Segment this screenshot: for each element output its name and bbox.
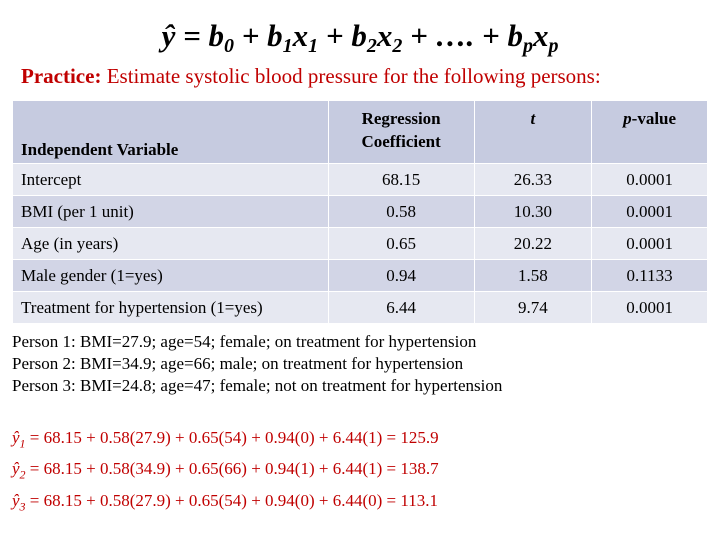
formula-x1: x — [292, 18, 309, 53]
persons-list — [12, 331, 502, 397]
header-independent-variable: Independent Variable — [13, 101, 329, 164]
practice-heading — [21, 64, 601, 89]
formula-equals: = — [175, 18, 209, 53]
equation-yhat — [12, 490, 26, 514]
cell-coefficient: 0.58 — [328, 196, 474, 228]
regression-table — [12, 100, 708, 324]
formula-plus-2: + — [318, 18, 352, 53]
cell-coefficient: 6.44 — [328, 292, 474, 324]
cell-coefficient: 0.65 — [328, 228, 474, 260]
header-t — [474, 101, 592, 164]
cell-t: 10.30 — [474, 196, 592, 228]
formula-xp: x — [532, 18, 549, 53]
formula-yhat: ŷ — [161, 18, 176, 53]
cell-t: 26.33 — [474, 164, 592, 196]
cell-p-value: 0.0001 — [592, 164, 708, 196]
formula-b1: b — [267, 18, 283, 53]
equation-line — [12, 425, 439, 456]
cell-p-value: 0.0001 — [592, 196, 708, 228]
cell-p-value: 0.1133 — [592, 260, 708, 292]
header-p-value — [592, 101, 708, 164]
formula-plus-1: + — [234, 18, 268, 53]
estimate-equations — [12, 425, 439, 519]
table-row — [13, 196, 708, 228]
table-row — [13, 228, 708, 260]
equation-yhat — [12, 428, 26, 451]
header-p-rest: -value — [631, 109, 677, 128]
formula-b2-sub: 2 — [366, 35, 377, 57]
formula-x2-sub: 2 — [392, 35, 403, 57]
yhat-symbol: ŷ — [12, 428, 20, 447]
cell-t: 9.74 — [474, 292, 592, 324]
person-line: Person 1: BMI=27.9; age=54; female; on treatment for hypertension — [12, 332, 477, 351]
table-row — [13, 164, 708, 196]
cell-variable: Intercept — [13, 164, 329, 196]
formula-b1-sub: 1 — [282, 35, 293, 57]
equation-line — [12, 488, 439, 519]
table-header-row — [13, 101, 708, 164]
yhat-symbol: ŷ — [12, 490, 20, 510]
person-line: Person 2: BMI=34.9; age=66; male; on treatment for hypertension — [12, 354, 464, 373]
equation-expression: = 68.15 + 0.58(27.9) + 0.65(54) + 0.94(0) + 6.44(1) = 125.9 — [25, 428, 439, 447]
yhat-sub: 2 — [19, 467, 26, 482]
formula-x1-sub: 1 — [308, 35, 319, 57]
yhat-symbol: ŷ — [12, 459, 20, 479]
formula-b0-sub: 0 — [224, 35, 234, 57]
cell-variable: BMI (per 1 unit) — [13, 196, 329, 228]
cell-t: 20.22 — [474, 228, 592, 260]
formula-b2: b — [351, 18, 367, 53]
practice-lead: Practice: — [21, 64, 102, 88]
cell-t: 1.58 — [474, 260, 592, 292]
header-p-italic: p — [623, 109, 632, 128]
header-regression-coefficient — [328, 101, 474, 164]
header-coef-line2: Coefficient — [361, 132, 441, 151]
formula-xp-sub: p — [548, 35, 559, 57]
yhat-sub: 3 — [19, 499, 26, 514]
practice-text: Estimate systolic blood pressure for the following persons: — [101, 64, 601, 88]
formula-ellipsis: + …. + — [402, 18, 508, 53]
formula-bp: b — [507, 18, 523, 53]
equation-yhat — [12, 459, 26, 482]
yhat-sub: 1 — [19, 436, 26, 451]
header-coef-line1: Regression — [361, 109, 441, 128]
cell-p-value: 0.0001 — [592, 292, 708, 324]
cell-variable: Male gender (1=yes) — [13, 260, 329, 292]
equation-expression: = 68.15 + 0.58(34.9) + 0.65(66) + 0.94(1) + 6.44(1) = 138.7 — [25, 459, 439, 479]
equation-line — [12, 456, 439, 487]
header-t-label: t — [530, 109, 536, 128]
cell-p-value: 0.0001 — [592, 228, 708, 260]
table-row — [13, 292, 708, 324]
equation-expression: = 68.15 + 0.58(27.9) + 0.65(54) + 0.94(0) + 6.44(0) = 113.1 — [25, 490, 438, 510]
cell-variable: Age (in years) — [13, 228, 329, 260]
cell-variable: Treatment for hypertension (1=yes) — [13, 292, 329, 324]
cell-coefficient: 0.94 — [328, 260, 474, 292]
table-row — [13, 260, 708, 292]
cell-coefficient: 68.15 — [328, 164, 474, 196]
person-line: Person 3: BMI=24.8; age=47; female; not on treatment for hypertension — [12, 376, 503, 395]
formula-x2: x — [376, 18, 393, 53]
regression-formula — [0, 18, 720, 57]
formula-bp-sub: p — [522, 35, 533, 57]
formula-b0: b — [208, 18, 224, 53]
